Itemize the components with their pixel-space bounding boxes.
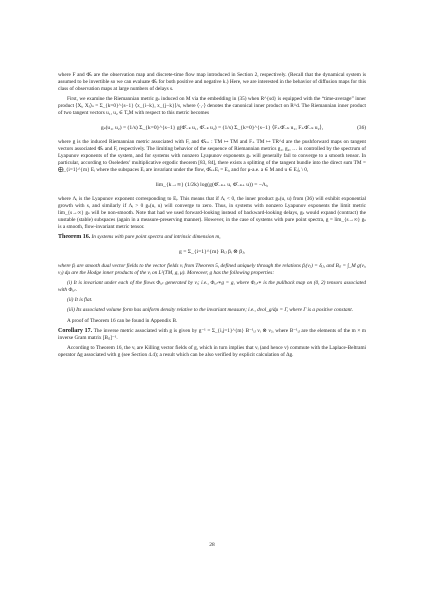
theorem-16-item-i: (i) It is invariant under each of the flows Φᵢ,ₜ generated by vᵢ; i.e., Φᵢ,ₜ∗g = g, where Φᵢ,ₜ∗ is the pullback map on (0, 2) tensors associated with Φᵢ,ₜ. [58, 279, 366, 293]
equation-36-number: (36) [357, 124, 366, 131]
theorem-16 [58, 234, 366, 241]
theorem-16-item-iii: (iii) Its associated volume form has uniform density relative to the invariant measure; i.e., dvol_g/dμ = Γ, where Γ is a positive constant. [67, 307, 354, 314]
paragraph-proof-reference: A proof of Theorem 16 can be found in Appendix B. [67, 317, 178, 324]
paragraph-exponential-growth: where Λᵢ is the Lyapunov exponent corresponding to Eᵢ. This means that if Λᵢ < 0, the inner product gₛ(u, u) from (36) will exhibit exponential growth with s, and similarly if Λᵢ > 0 gₛ(u, u) will converge to zero. Thus, in systems with nonzero Lyapunov exponents the limit metric lim_{s→∞} gₛ will be non-smooth. Note that had we used forward-looking instead of backward-looking delays, gₛ would expand (contract) the unstable (stable) subspaces (again in a measure-preserving manner). However, in the case of systems with pure point spectra, g = lim_{s→∞} gₛ is a smooth, flow-invariant metric tensor. [58, 195, 366, 230]
corollary-17-statement: The inverse metric associated with g is given by g⁻¹ = Σ_{i,j=1}^{m} B⁻¹ᵢⱼ vᵢ ⊗ vⱼ, where B⁻¹ᵢⱼ are the elements of the m × m inverse Gram matrix [Bᵢⱼ]⁻¹. [58, 327, 366, 341]
corollary-17-label: Corollary 17. [58, 327, 93, 334]
paragraph-killing-fields: According to Theorem 16, the vᵢ are Killing vector fields of g, which in turn implies that vᵢ (and hence v) commute with the Laplace-Beltrami operator Δg associated with g (see Section 4.4); a result which can be also verified by explicit calculation of Δg. [58, 345, 366, 359]
corollary-17 [58, 328, 366, 342]
page-number: 28 [209, 542, 215, 548]
paper-page [58, 72, 366, 363]
paragraph-riemannian-metric: First, we examine the Riemannian metric gₛ induced on M via the embedding in (35) when R^{sd} is equipped with the “time-average” inner product ⟨Xᵢ, Xⱼ⟩ₛ = Σ_{k=0}^{s−1} ⟨x_{i−k}, x_{j−k}⟩/s, where ⟨·,·⟩ denotes the canonical inner product on R^d. The Riemannian inner product of two tangent vectors u₁, u₂ ∈ TₓM with respect to this metric becomes [58, 96, 366, 117]
theorem-16-item-ii: (ii) It is flat. [67, 297, 93, 304]
theorem-16-label: Theorem 16. [58, 234, 91, 241]
equation-lyapunov-limit: lim_{k→∞} (1/2k) log(g(Φ̂₋ₖ₊ u, Φ̂₋ₖ₊ u)) = −Λᵢ, [155, 181, 269, 188]
paragraph-lyapunov: where g is the induced Riemannian metric associated with F, and Φ̂ₖ₊ : TM ↦ TM and F₊ TM ↦ TR^d are the pushforward maps on tangent vectors associated Φ̂ₖ and F, respectively. The limiting behavior of the sequence of Riemannian metrics g₁, g₂, … is controlled by the spectrum of Lyapunov exponents of the system, and for systems with nonzero Lyapunov exponents gₛ will generally fail to converge to a smooth tensor. In particular, according to Oseledets’ multiplicative ergodic theorem [83, 84], there exists a splitting of the tangent bundle into the direct sum TM = ⨁_{i=1}^{m} Eᵢ where the subspaces Eᵢ are invariant under the flow, Φ̂ₖ₊Eᵢ = Eᵢ, and for μ-a.e. a ∈ M and u ∈ Eᵢ|ₐ \ 0, [58, 138, 366, 174]
equation-36 [58, 121, 366, 135]
theorem-16-statement: In systems with pure point spectra and intrinsic dimension m, [91, 234, 221, 241]
paragraph-observation-map: where F and Φ̂ₖ are the observation map and discrete-time flow map introduced in Section 2, respectively. (Recall that the dynamical system is assumed to be invertible so we can evaluate Φ̂ₖ for both positive and negative k.) Here, we are interested in the behavior of diffusion maps for this class of observation maps at large numbers of delays s. [58, 72, 366, 93]
equation-metric-g: g = Σ_{i=1}^{m} Bᵢⱼ βᵢ ⊗ βⱼ, [179, 248, 245, 255]
theorem-16-body: where βᵢ are smooth dual vector fields to the vector fields vᵢ from Theorem 5, defined uniquely through the relations βᵢ(vⱼ) = δᵢⱼ, and Bᵢⱼ = ∫_M g(vᵢ, vⱼ) dμ are the Hodge inner products of the vᵢ on L²(TM, g, μ). Moreover, g has the following properties: [58, 262, 366, 276]
equation-36-body: gₛ(u₁, u₂) = (1/s) Σ_{k=0}^{s−1} g(Φ̂₋ₖ u₁, Φ̂₋ₖ u₂) = (1/s) Σ_{k=0}^{s−1} ⟨F₊Φ̂₋ₖ u₁, F₊Φ̂₋ₖ u₂⟩, [100, 124, 324, 131]
